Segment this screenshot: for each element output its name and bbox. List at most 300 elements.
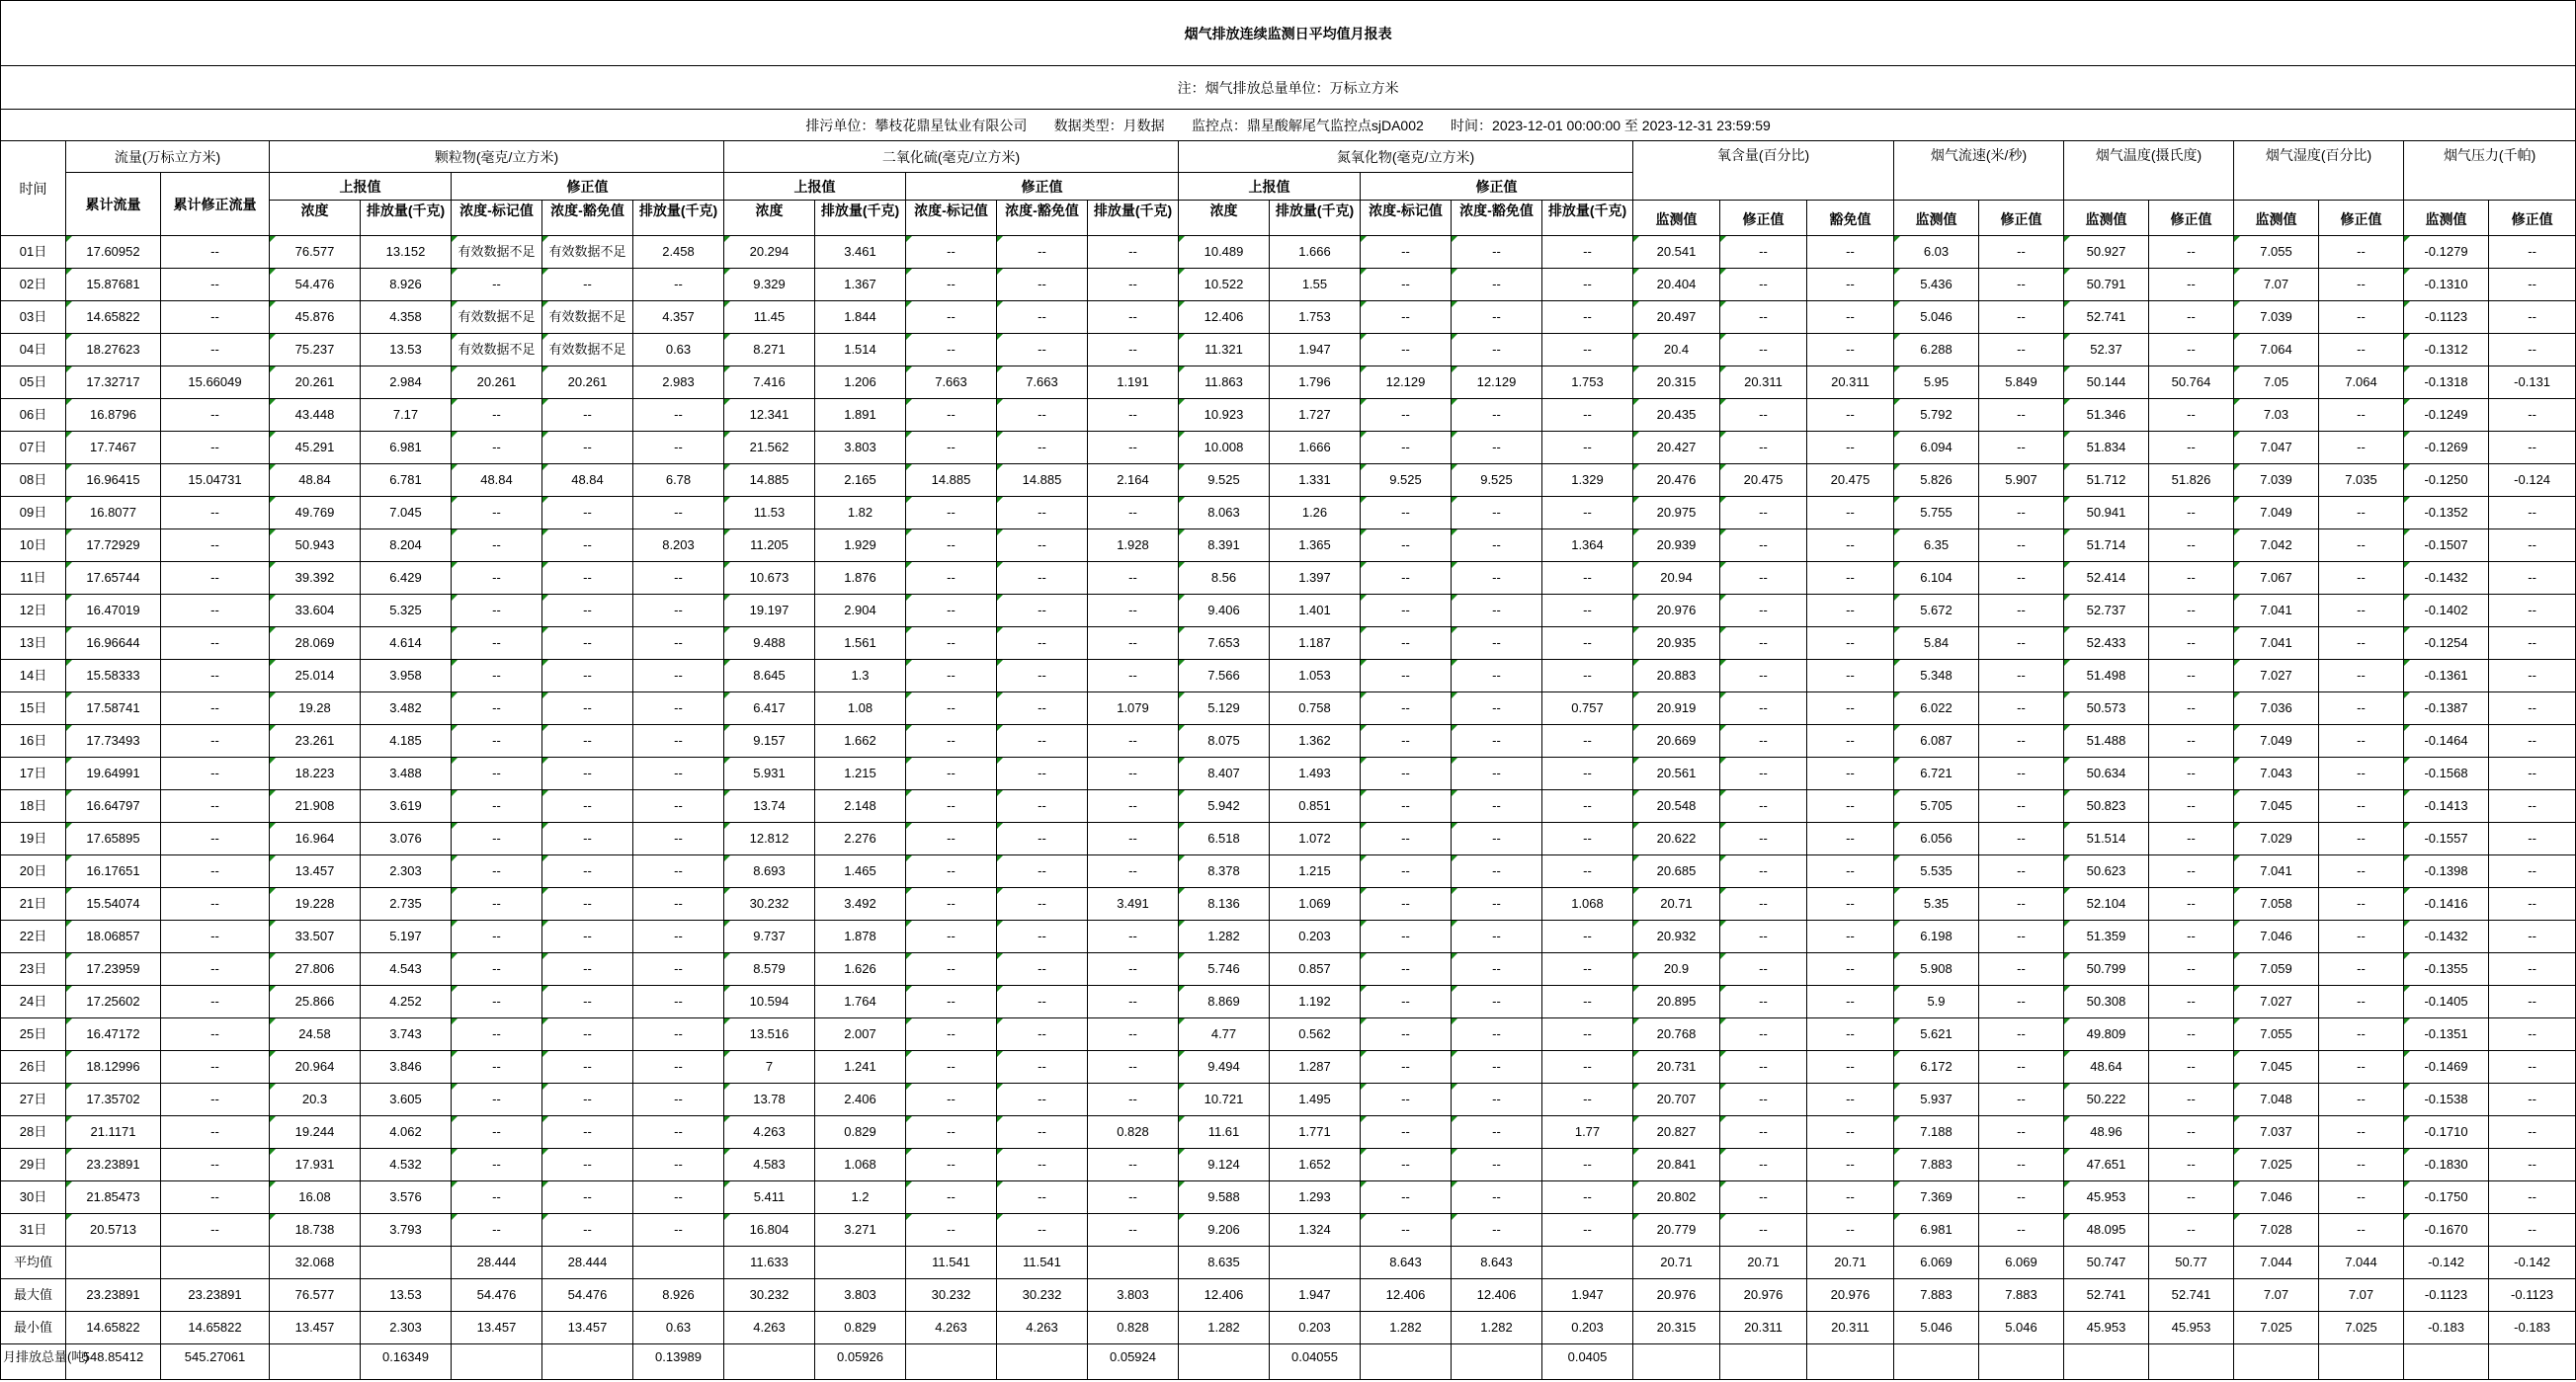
table-row	[1, 269, 2576, 301]
summary-cell: 12.406	[1361, 1279, 1452, 1312]
table-cell: 7.039	[2234, 464, 2319, 497]
time-range: 时间：2023-12-01 00:00:00 至 2023-12-31 23:59:59	[1451, 117, 1771, 133]
table-cell: --	[633, 269, 724, 301]
table-cell: 19.64991	[66, 758, 161, 790]
pressure-measured-header: 监测值	[2404, 201, 2489, 236]
summary-cell: 1.282	[1452, 1312, 1542, 1344]
pressure-group-header: 烟气压力(千帕)	[2404, 141, 2576, 201]
table-cell: --	[161, 562, 270, 595]
table-cell: --	[1452, 921, 1542, 953]
table-cell: 7.883	[1894, 1149, 1979, 1181]
table-cell: --	[2489, 595, 2576, 627]
table-cell: --	[1088, 823, 1179, 855]
table-cell: 18.12996	[66, 1051, 161, 1084]
table-cell: --	[1979, 562, 2064, 595]
table-row	[1, 758, 2576, 790]
table-cell: 9.329	[724, 269, 815, 301]
summary-cell	[542, 1344, 633, 1380]
table-cell: 7.045	[2234, 790, 2319, 823]
table-cell: --	[633, 399, 724, 432]
row-date: 13日	[1, 627, 66, 660]
table-cell: 9.737	[724, 921, 815, 953]
table-row	[1, 497, 2576, 529]
summary-cell: 7.07	[2234, 1279, 2319, 1312]
table-cell: --	[1088, 758, 1179, 790]
summary-cell: 13.457	[542, 1312, 633, 1344]
row-date: 17日	[1, 758, 66, 790]
table-cell: --	[997, 1214, 1088, 1247]
table-cell: 20.315	[1633, 366, 1720, 399]
table-cell: 8.869	[1179, 986, 1270, 1018]
table-cell: --	[1452, 562, 1542, 595]
table-cell: --	[633, 497, 724, 529]
table-cell: --	[2149, 758, 2234, 790]
table-row	[1, 823, 2576, 855]
table-cell: 14.885	[724, 464, 815, 497]
table-cell: --	[1361, 921, 1452, 953]
table-cell: --	[906, 692, 997, 725]
summary-cell: 76.577	[270, 1279, 361, 1312]
table-cell: --	[542, 1149, 633, 1181]
table-cell: --	[452, 399, 542, 432]
table-cell: --	[2149, 888, 2234, 921]
table-cell: --	[452, 953, 542, 986]
table-cell: --	[2319, 1084, 2404, 1116]
table-cell: 5.907	[1979, 464, 2064, 497]
table-cell: 有效数据不足	[542, 334, 633, 366]
table-cell: --	[997, 529, 1088, 562]
table-cell: --	[1807, 562, 1894, 595]
table-cell: 8.391	[1179, 529, 1270, 562]
table-cell: -0.1254	[2404, 627, 2489, 660]
table-row	[1, 1084, 2576, 1116]
table-cell: --	[2149, 627, 2234, 660]
table-cell: --	[997, 758, 1088, 790]
table-cell: --	[1361, 692, 1452, 725]
table-cell: 16.8796	[66, 399, 161, 432]
table-cell: 17.35702	[66, 1084, 161, 1116]
table-cell: 2.007	[815, 1018, 906, 1051]
table-cell: 20.685	[1633, 855, 1720, 888]
table-cell: --	[2319, 921, 2404, 953]
table-cell: 6.198	[1894, 921, 1979, 953]
table-cell: --	[1088, 334, 1179, 366]
table-cell: 7.037	[2234, 1116, 2319, 1149]
table-cell: --	[906, 986, 997, 1018]
table-cell: 8.271	[724, 334, 815, 366]
table-cell: 1.068	[1542, 888, 1633, 921]
table-cell: --	[1452, 334, 1542, 366]
table-cell: --	[1452, 1116, 1542, 1149]
table-cell: --	[633, 725, 724, 758]
table-cell: 12.129	[1452, 366, 1542, 399]
table-cell: 5.621	[1894, 1018, 1979, 1051]
table-cell: --	[633, 953, 724, 986]
table-cell: --	[2149, 1116, 2234, 1149]
table-cell: --	[1807, 1116, 1894, 1149]
table-cell: 48.84	[270, 464, 361, 497]
table-cell: --	[1807, 888, 1894, 921]
table-cell: 4.543	[361, 953, 452, 986]
table-cell: --	[2149, 953, 2234, 986]
table-cell: 3.482	[361, 692, 452, 725]
table-cell: -0.1830	[2404, 1149, 2489, 1181]
table-cell: --	[161, 888, 270, 921]
pm-corrected-header: 修正值	[452, 173, 724, 201]
summary-cell	[66, 1247, 161, 1279]
table-cell: --	[452, 432, 542, 464]
table-cell: --	[906, 660, 997, 692]
table-cell: 0.63	[633, 334, 724, 366]
table-cell: --	[2149, 1084, 2234, 1116]
table-cell: --	[542, 758, 633, 790]
summary-cell	[1452, 1344, 1542, 1380]
table-cell: --	[2149, 1149, 2234, 1181]
table-cell: --	[161, 790, 270, 823]
table-cell: 16.64797	[66, 790, 161, 823]
table-cell: --	[2489, 660, 2576, 692]
table-cell: 1.844	[815, 301, 906, 334]
table-cell: --	[2319, 758, 2404, 790]
table-cell: -0.1279	[2404, 236, 2489, 269]
table-cell: --	[1807, 692, 1894, 725]
table-cell: --	[2149, 269, 2234, 301]
table-cell: 20.3	[270, 1084, 361, 1116]
table-cell: 2.735	[361, 888, 452, 921]
table-cell: 6.094	[1894, 432, 1979, 464]
table-cell: --	[161, 627, 270, 660]
table-cell: --	[542, 855, 633, 888]
table-cell: --	[1088, 432, 1179, 464]
table-cell: --	[1979, 595, 2064, 627]
table-cell: 33.507	[270, 921, 361, 953]
table-cell: --	[1361, 953, 1452, 986]
table-cell: --	[1088, 1181, 1179, 1214]
table-cell: 9.525	[1179, 464, 1270, 497]
summary-cell: 5.046	[1894, 1312, 1979, 1344]
table-cell: --	[161, 301, 270, 334]
table-cell: 1.3	[815, 660, 906, 692]
table-cell: 17.58741	[66, 692, 161, 725]
table-cell: 6.172	[1894, 1051, 1979, 1084]
table-cell: --	[2489, 855, 2576, 888]
table-row	[1, 986, 2576, 1018]
table-cell: --	[542, 497, 633, 529]
table-cell: 51.346	[2064, 399, 2149, 432]
table-cell: 7.046	[2234, 1181, 2319, 1214]
summary-cell	[1088, 1247, 1179, 1279]
table-row	[1, 692, 2576, 725]
table-cell: --	[2489, 334, 2576, 366]
humidity-measured-header: 监测值	[2234, 201, 2319, 236]
table-cell: 49.769	[270, 497, 361, 529]
summary-cell: 54.476	[542, 1279, 633, 1312]
table-cell: 21.562	[724, 432, 815, 464]
table-cell: 14.885	[997, 464, 1088, 497]
table-cell: --	[542, 529, 633, 562]
table-cell: 有效数据不足	[452, 236, 542, 269]
table-cell: --	[1452, 660, 1542, 692]
table-cell: 52.104	[2064, 888, 2149, 921]
table-cell: --	[906, 1149, 997, 1181]
table-cell: --	[2149, 660, 2234, 692]
table-cell: --	[997, 1084, 1088, 1116]
table-cell: 1.08	[815, 692, 906, 725]
table-cell: --	[1088, 301, 1179, 334]
table-cell: 6.056	[1894, 823, 1979, 855]
summary-cell: -0.1123	[2404, 1279, 2489, 1312]
table-cell: --	[997, 562, 1088, 595]
row-date: 21日	[1, 888, 66, 921]
row-date: 10日	[1, 529, 66, 562]
table-cell: --	[452, 1181, 542, 1214]
summary-cell: 11.541	[997, 1247, 1088, 1279]
table-cell: 7.048	[2234, 1084, 2319, 1116]
summary-cell: 30.232	[997, 1279, 1088, 1312]
table-cell: --	[452, 1149, 542, 1181]
table-cell: --	[1720, 269, 1807, 301]
row-date: 18日	[1, 790, 66, 823]
table-cell: 50.764	[2149, 366, 2234, 399]
row-date: 31日	[1, 1214, 66, 1247]
table-cell: 50.943	[270, 529, 361, 562]
summary-cell: 20.71	[1720, 1247, 1807, 1279]
summary-cell: 20.976	[1807, 1279, 1894, 1312]
table-cell: 7.17	[361, 399, 452, 432]
table-cell: --	[1088, 236, 1179, 269]
summary-cell: 7.044	[2234, 1247, 2319, 1279]
table-cell: 1.072	[1270, 823, 1361, 855]
table-cell: --	[633, 1084, 724, 1116]
table-cell: 1.331	[1270, 464, 1361, 497]
table-cell: --	[161, 432, 270, 464]
table-cell: 51.498	[2064, 660, 2149, 692]
table-cell: --	[1807, 1018, 1894, 1051]
table-cell: 11.61	[1179, 1116, 1270, 1149]
table-cell: --	[997, 1149, 1088, 1181]
table-cell: 19.244	[270, 1116, 361, 1149]
table-cell: --	[1361, 855, 1452, 888]
table-cell: --	[2319, 334, 2404, 366]
table-cell: 43.448	[270, 399, 361, 432]
table-cell: 8.378	[1179, 855, 1270, 888]
table-cell: 7.046	[2234, 921, 2319, 953]
summary-cell: 50.77	[2149, 1247, 2234, 1279]
table-cell: --	[1088, 627, 1179, 660]
summary-cell: 6.069	[1979, 1247, 2064, 1279]
pm-emission-header: 排放量(千克)	[361, 201, 452, 236]
row-date: 08日	[1, 464, 66, 497]
speed-corrected-header: 修正值	[1979, 201, 2064, 236]
table-cell: 16.804	[724, 1214, 815, 1247]
table-cell: --	[2319, 627, 2404, 660]
summary-cell: 23.23891	[66, 1279, 161, 1312]
table-cell: --	[2149, 1214, 2234, 1247]
summary-cell: 20.71	[1633, 1247, 1720, 1279]
summary-cell: 11.633	[724, 1247, 815, 1279]
table-cell: 1.324	[1270, 1214, 1361, 1247]
table-cell: 28.069	[270, 627, 361, 660]
temp-corrected-header: 修正值	[2149, 201, 2234, 236]
table-cell: --	[452, 1084, 542, 1116]
table-cell: 5.35	[1894, 888, 1979, 921]
table-cell: --	[1088, 399, 1179, 432]
table-cell: --	[1979, 334, 2064, 366]
table-cell: 1.626	[815, 953, 906, 986]
table-cell: 51.359	[2064, 921, 2149, 953]
table-cell: 5.436	[1894, 269, 1979, 301]
table-cell: 14.65822	[66, 301, 161, 334]
table-cell: --	[997, 1181, 1088, 1214]
table-cell: --	[2319, 432, 2404, 464]
table-cell: --	[906, 1018, 997, 1051]
table-cell: 4.77	[1179, 1018, 1270, 1051]
table-cell: 6.721	[1894, 758, 1979, 790]
table-cell: --	[1720, 399, 1807, 432]
table-cell: 1.187	[1270, 627, 1361, 660]
table-cell: 0.758	[1270, 692, 1361, 725]
table-cell: 16.08	[270, 1181, 361, 1214]
table-cell: 5.197	[361, 921, 452, 953]
table-cell: 7.416	[724, 366, 815, 399]
summary-cell: 3.803	[815, 1279, 906, 1312]
table-row	[1, 855, 2576, 888]
table-cell: 0.562	[1270, 1018, 1361, 1051]
table-cell: --	[2489, 953, 2576, 986]
table-cell: --	[997, 953, 1088, 986]
table-cell: 50.927	[2064, 236, 2149, 269]
table-cell: --	[633, 432, 724, 464]
table-cell: --	[1452, 953, 1542, 986]
table-cell: 有效数据不足	[542, 236, 633, 269]
so2-emission-header: 排放量(千克)	[815, 201, 906, 236]
table-cell: --	[1361, 334, 1452, 366]
table-cell: --	[1807, 855, 1894, 888]
table-cell: --	[1720, 725, 1807, 758]
table-cell: 33.604	[270, 595, 361, 627]
table-cell: --	[1979, 399, 2064, 432]
table-cell: --	[906, 888, 997, 921]
table-cell: 20.919	[1633, 692, 1720, 725]
table-cell: --	[1807, 790, 1894, 823]
table-row	[1, 888, 2576, 921]
table-cell: --	[2489, 888, 2576, 921]
table-cell: --	[452, 1214, 542, 1247]
table-cell: --	[1807, 497, 1894, 529]
table-cell: 5.95	[1894, 366, 1979, 399]
table-cell: --	[906, 627, 997, 660]
table-cell: -0.1351	[2404, 1018, 2489, 1051]
table-cell: --	[1720, 432, 1807, 464]
table-cell: --	[1979, 888, 2064, 921]
row-date: 23日	[1, 953, 66, 986]
row-date: 06日	[1, 399, 66, 432]
table-cell: --	[2489, 986, 2576, 1018]
table-cell: 1.652	[1270, 1149, 1361, 1181]
pm-group-header: 颗粒物(毫克/立方米)	[270, 141, 724, 173]
summary-cell: 20.315	[1633, 1312, 1720, 1344]
table-cell: --	[161, 1181, 270, 1214]
summary-cell: 0.203	[1542, 1312, 1633, 1344]
table-cell: --	[1361, 986, 1452, 1018]
table-cell: --	[1452, 692, 1542, 725]
summary-cell: 1.947	[1270, 1279, 1361, 1312]
table-cell: 1.666	[1270, 236, 1361, 269]
table-cell: 7.041	[2234, 855, 2319, 888]
summary-cell	[1361, 1344, 1452, 1380]
table-cell: --	[1361, 399, 1452, 432]
table-cell: 7.049	[2234, 497, 2319, 529]
summary-cell: 13.457	[452, 1312, 542, 1344]
table-cell: 1.764	[815, 986, 906, 1018]
table-row	[1, 953, 2576, 986]
table-row	[1, 790, 2576, 823]
summary-cell: 30.232	[906, 1279, 997, 1312]
summary-cell: 50.747	[2064, 1247, 2149, 1279]
table-cell: 20.476	[1633, 464, 1720, 497]
table-cell: --	[2489, 399, 2576, 432]
table-cell: 2.303	[361, 855, 452, 888]
table-cell: --	[1361, 758, 1452, 790]
table-cell: --	[452, 888, 542, 921]
table-cell: 20.622	[1633, 823, 1720, 855]
table-cell: --	[542, 627, 633, 660]
table-cell: --	[1720, 855, 1807, 888]
table-cell: --	[1361, 823, 1452, 855]
table-cell: --	[2149, 725, 2234, 758]
summary-cell	[1807, 1344, 1894, 1380]
table-cell: -0.1402	[2404, 595, 2489, 627]
so2-reported-header: 上报值	[724, 173, 906, 201]
table-row	[1, 464, 2576, 497]
summary-cell: 7.044	[2319, 1247, 2404, 1279]
table-cell: --	[906, 1116, 997, 1149]
table-row	[1, 562, 2576, 595]
table-cell: 20.261	[542, 366, 633, 399]
table-cell: 5.826	[1894, 464, 1979, 497]
summary-cell	[161, 1247, 270, 1279]
table-cell: --	[161, 529, 270, 562]
table-cell: 75.237	[270, 334, 361, 366]
table-cell: --	[1542, 1181, 1633, 1214]
so2-group-header: 二氧化硫(毫克/立方米)	[724, 141, 1179, 173]
table-cell: --	[1720, 562, 1807, 595]
row-date: 19日	[1, 823, 66, 855]
row-date: 07日	[1, 432, 66, 464]
so2-corr-emission-header: 排放量(千克)	[1088, 201, 1179, 236]
table-cell: --	[161, 1084, 270, 1116]
table-cell: --	[1807, 1084, 1894, 1116]
table-cell: -0.1670	[2404, 1214, 2489, 1247]
table-cell: --	[2489, 529, 2576, 562]
table-cell: --	[161, 953, 270, 986]
table-cell: 51.514	[2064, 823, 2149, 855]
table-cell: --	[2489, 269, 2576, 301]
summary-cell: 6.069	[1894, 1247, 1979, 1279]
table-cell: --	[997, 627, 1088, 660]
table-cell: 2.406	[815, 1084, 906, 1116]
table-cell: --	[161, 823, 270, 855]
table-cell: --	[1542, 1149, 1633, 1181]
table-cell: 51.714	[2064, 529, 2149, 562]
summary-cell: -0.1123	[2489, 1279, 2576, 1312]
table-cell: 19.228	[270, 888, 361, 921]
table-cell: 15.87681	[66, 269, 161, 301]
table-cell: --	[542, 921, 633, 953]
table-cell: 8.407	[1179, 758, 1270, 790]
table-cell: 20.932	[1633, 921, 1720, 953]
table-cell: --	[2489, 1051, 2576, 1084]
